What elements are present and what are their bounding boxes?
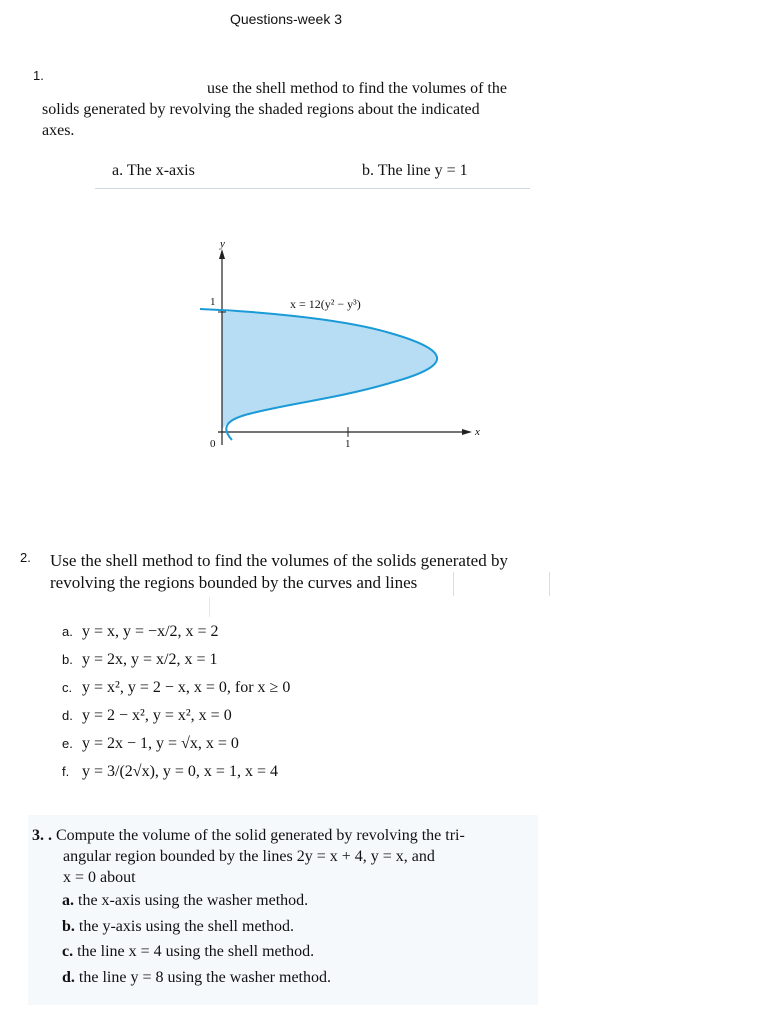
shaded-region	[222, 312, 437, 432]
question-2-line-1: Use the shell method to find the volumes of the solids generated by	[50, 551, 508, 570]
item-text: y = 3/(2√x), y = 0, x = 1, x = 4	[82, 763, 278, 780]
item-text: y = x, y = −x/2, x = 2	[82, 623, 219, 640]
question-3-part	[62, 943, 562, 961]
origin-label: 0	[210, 438, 216, 450]
item-text: y = 2x − 1, y = √x, x = 0	[82, 735, 239, 752]
item-text: y = x², y = 2 − x, x = 0, for x ≥ 0	[82, 679, 291, 696]
question-3-text	[32, 825, 532, 888]
curve-label: x = 12(y² − y³)	[290, 297, 361, 311]
question-2-item	[62, 707, 232, 725]
part-text: the y-axis using the shell method.	[78, 918, 294, 935]
part-label: a.	[62, 892, 74, 909]
question-3-line-1: Compute the volume of the solid generated by revolving the tri-	[56, 827, 465, 844]
question-2-item	[62, 623, 219, 641]
part-divider	[95, 188, 530, 189]
question-1-text	[42, 78, 532, 141]
item-label: a.	[62, 624, 73, 639]
question-2-item	[62, 651, 218, 669]
question-2-item	[62, 679, 290, 697]
item-label: b.	[62, 652, 73, 667]
question-3-part	[62, 892, 562, 910]
part-text: the x-axis using the washer method.	[78, 892, 309, 909]
question-3-part	[62, 918, 562, 936]
item-label: f.	[62, 764, 70, 779]
divider	[453, 572, 454, 596]
page-title: Questions-week 3	[229, 11, 343, 27]
part-label: b.	[62, 918, 75, 935]
question-2-item	[62, 763, 278, 781]
item-text: y = 2 − x², y = x², x = 0	[82, 707, 232, 724]
x-axis-label: x	[475, 426, 480, 438]
question-3-part	[62, 969, 562, 987]
question-2-text	[50, 550, 555, 594]
question-3-line-3: x = 0 about	[63, 869, 136, 886]
question-2-number: 2.	[20, 550, 31, 565]
question-1-number: 1.	[33, 68, 44, 83]
divider	[209, 597, 210, 617]
question-1-line-3: axes.	[42, 122, 75, 139]
item-label: d.	[62, 708, 73, 723]
item-label: c.	[62, 680, 73, 695]
question-3-number: 3. .	[32, 827, 52, 844]
y-axis-label: y	[220, 238, 225, 250]
question-1-part-b: b. The line y = 1	[362, 162, 468, 179]
question-1-graph	[190, 235, 500, 455]
question-1-line-1: use the shell method to find the volumes of the	[207, 80, 507, 97]
question-2-item	[62, 735, 239, 753]
x-axis-arrow	[462, 429, 472, 435]
part-label: c.	[62, 943, 74, 960]
item-text: y = 2x, y = x/2, x = 1	[82, 651, 218, 668]
y-tick-label: 1	[210, 296, 216, 308]
part-text: the line y = 8 using the washer method.	[78, 969, 331, 986]
question-1-part-a: a. The x-axis	[112, 162, 195, 179]
y-axis-arrow	[219, 249, 225, 259]
divider	[549, 572, 550, 596]
question-1-line-2: solids generated by revolving the shaded regions about the indicated	[42, 101, 480, 118]
question-3-line-2: angular region bounded by the lines 2y = x + 4, y = x, and	[63, 848, 435, 865]
x-tick-label: 1	[345, 438, 351, 450]
part-text: the line x = 4 using the shell method.	[77, 943, 315, 960]
item-label: e.	[62, 736, 73, 751]
part-label: d.	[62, 969, 75, 986]
question-2-line-2: revolving the regions bounded by the curves and lines	[50, 573, 418, 592]
